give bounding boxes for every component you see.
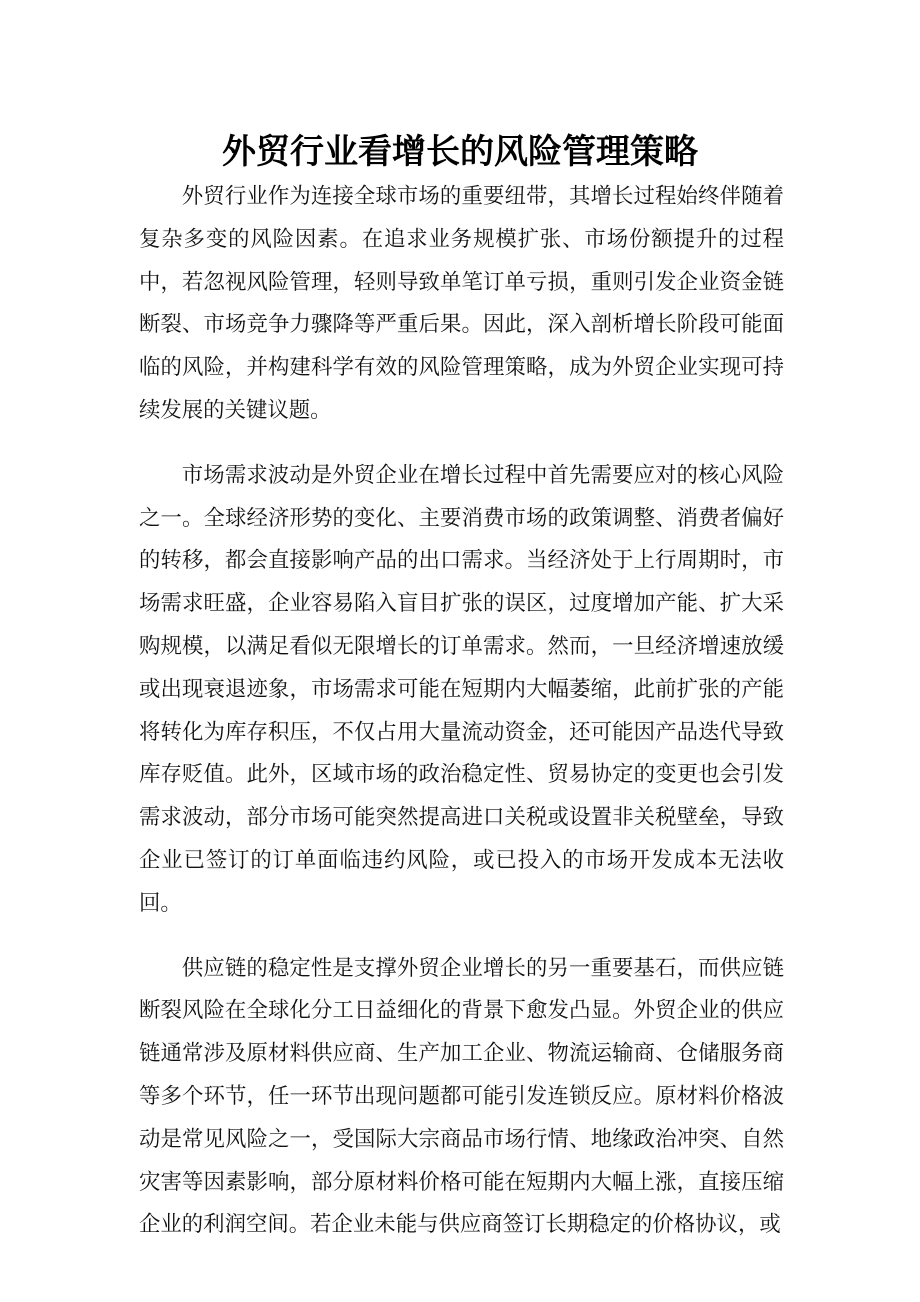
document-body	[139, 176, 784, 1269]
paragraph: 市场需求波动是外贸企业在增长过程中首先需要应对的核心风险之一。全球经济形势的变化、主要消费市场的政策调整、消费者偏好的转移，都会直接影响产品的出口需求。当经济处于上行周期时，市场需求旺盛，企业容易陷入盲目扩张的误区，过度增加产能、扩大采购规模，以满足看似无限增长的订单需求。然而，一旦经济增速放缓或出现衰退迹象，市场需求可能在短期内大幅萎缩，此前扩张的产能将转化为库存积压，不仅占用大量流动资金，还可能因产品迭代导致库存贬值。此外，区域市场的政治稳定性、贸易协定的变更也会引发需求波动，部分市场可能突然提高进口关税或设置非关税壁垒，导致企业已签订的订单面临违约风险，或已投入的市场开发成本无法收回。	[139, 462, 784, 916]
document-title: 外贸行业看增长的风险管理策略	[222, 132, 698, 172]
paragraph: 供应链的稳定性是支撑外贸企业增长的另一重要基石，而供应链断裂风险在全球化分工日益细化的背景下愈发凸显。外贸企业的供应链通常涉及原材料供应商、生产加工企业、物流运输商、仓储服务商等多个环节，任一环节出现问题都可能引发连锁反应。原材料价格波动是常见风险之一，受国际大宗商品市场行情、地缘政治冲突、自然灾害等因素影响，部分原材料价格可能在短期内大幅上涨，直接压缩企业的利润空间。若企业未能与供应商签订长期稳定的价格协议，或	[139, 955, 784, 1238]
paragraph: 外贸行业作为连接全球市场的重要纽带，其增长过程始终伴随着复杂多变的风险因素。在追求业务规模扩张、市场份额提升的过程中，若忽视风险管理，轻则导致单笔订单亏损，重则引发企业资金链断裂、市场竞争力骤降等严重后果。因此，深入剖析增长阶段可能面临的风险，并构建科学有效的风险管理策略，成为外贸企业实现可持续发展的关键议题。	[139, 184, 784, 423]
